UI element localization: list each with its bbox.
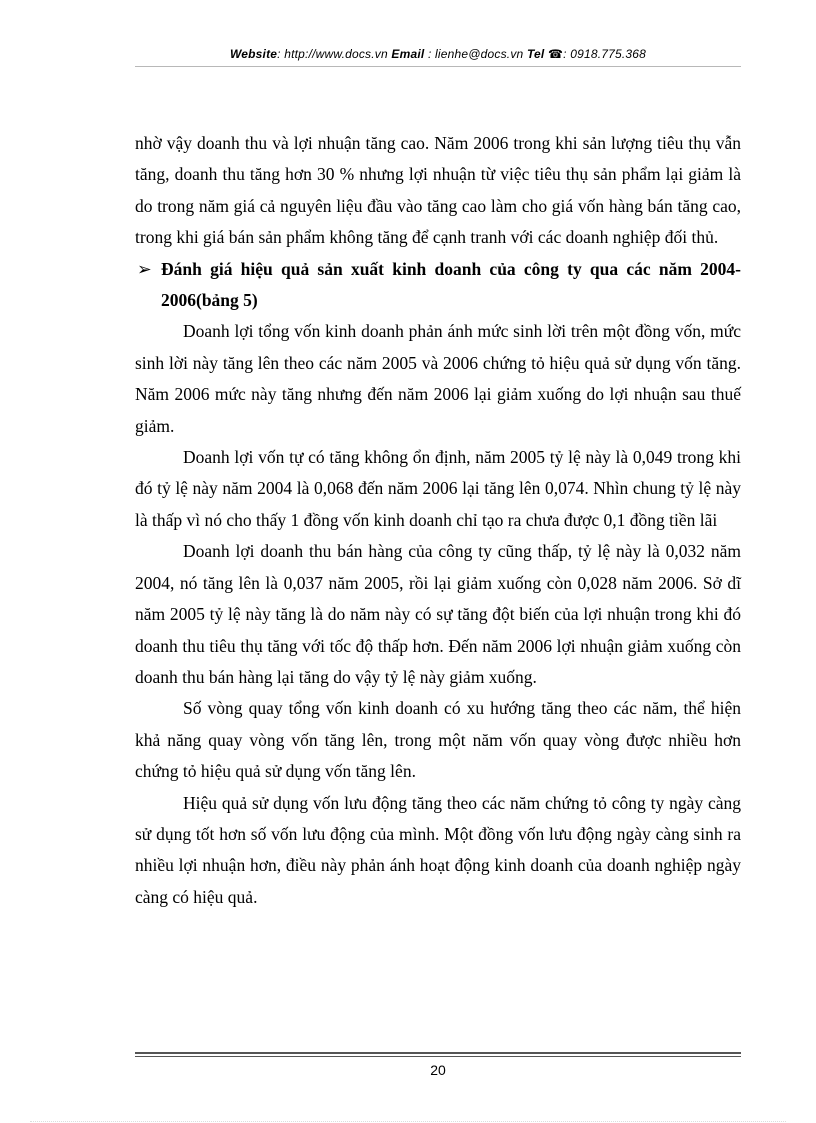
phone-icon: ☎ [548,47,564,61]
website-value: : http://www.docs.vn [277,47,388,61]
page-edge-dots [30,1121,786,1122]
section-heading-text: Đánh giá hiệu quả sản xuất kinh doanh của công ty qua các năm 2004-2006(bảng 5) [161,258,741,311]
header-divider [135,66,741,67]
document-body [135,128,741,913]
tel-value: : 0918.775.368 [563,47,647,61]
tel-label: Tel [526,47,545,61]
page-header [135,47,741,61]
page-number: 20 [430,1062,446,1078]
paragraph-1: nhờ vậy doanh thu và lợi nhuận tăng cao. Năm 2006 trong khi sản lượng tiêu thụ vẫn tăng, doanh thu tăng hơn 30 % nhưng lợi nhuận từ việc tiêu thụ sản phẩm lại giảm là do trong năm giá cả nguyên liệu đầu vào tăng cao làm cho giá vốn hàng bán tăng cao, trong khi giá bán sản phẩm không tăng để cạnh tranh với các doanh nghiệp đối thủ. [135,133,741,248]
paragraph-2: Doanh lợi tổng vốn kinh doanh phản ánh mức sinh lời trên một đồng vốn, mức sinh lời này tăng lên theo các năm 2005 và 2006 chứng tỏ hiệu quả sử dụng vốn tăng. Năm 2006 mức này tăng nhưng đến năm 2006 lại giảm xuống do lợi nhuận sau thuế giảm. [135,321,741,436]
email-value: : lienhe@docs.vn [427,47,524,61]
footer-divider-thin [135,1056,741,1057]
paragraph-6: Hiệu quả sử dụng vốn lưu động tăng theo các năm chứng tỏ công ty ngày càng sử dụng tốt hơn số vốn lưu động của mình. Một đồng vốn lưu động ngày càng sinh ra nhiều lợi nhuận hơn, điều này phản ánh hoạt động kinh doanh của doanh nghiệp ngày càng có hiệu quả. [135,792,741,907]
paragraph-5: Số vòng quay tổng vốn kinh doanh có xu hướng tăng theo các năm, thể hiện khả năng quay vòng vốn tăng lên, trong một năm vốn quay vòng được nhiều hơn chứng tỏ hiệu quả sử dụng vốn tăng lên. [135,698,741,782]
section-heading [135,254,741,317]
paragraph-4: Doanh lợi doanh thu bán hàng của công ty cũng thấp, tỷ lệ này là 0,032 năm 2004, nó tăng lên là 0,037 năm 2005, rồi lại giảm xuống còn 0,028 năm 2006. Sở dĩ năm 2005 tỷ lệ này tăng là do năm này có sự tăng đột biến của lợi nhuận trong khi đó doanh thu tiêu thụ tăng với tốc độ thấp hơn. Đến năm 2006 lợi nhuận giảm xuống còn doanh thu bán hàng lại tăng do vậy tỷ lệ này giảm xuống. [135,541,741,687]
paragraph-3: Doanh lợi vốn tự có tăng không ổn định, năm 2005 tỷ lệ này là 0,049 trong khi đó tỷ lệ này năm 2004 là 0,068 đến năm 2006 lại tăng lên 0,074. Nhìn chung tỷ lệ này là thấp vì nó cho thấy 1 đồng vốn kinh doanh chỉ tạo ra chưa được 0,1 đồng tiền lãi [135,447,741,530]
arrow-bullet-icon: ➢ [137,258,152,279]
email-label: Email [391,47,425,61]
footer-divider-thick [135,1052,741,1054]
website-label: Website [229,47,278,61]
